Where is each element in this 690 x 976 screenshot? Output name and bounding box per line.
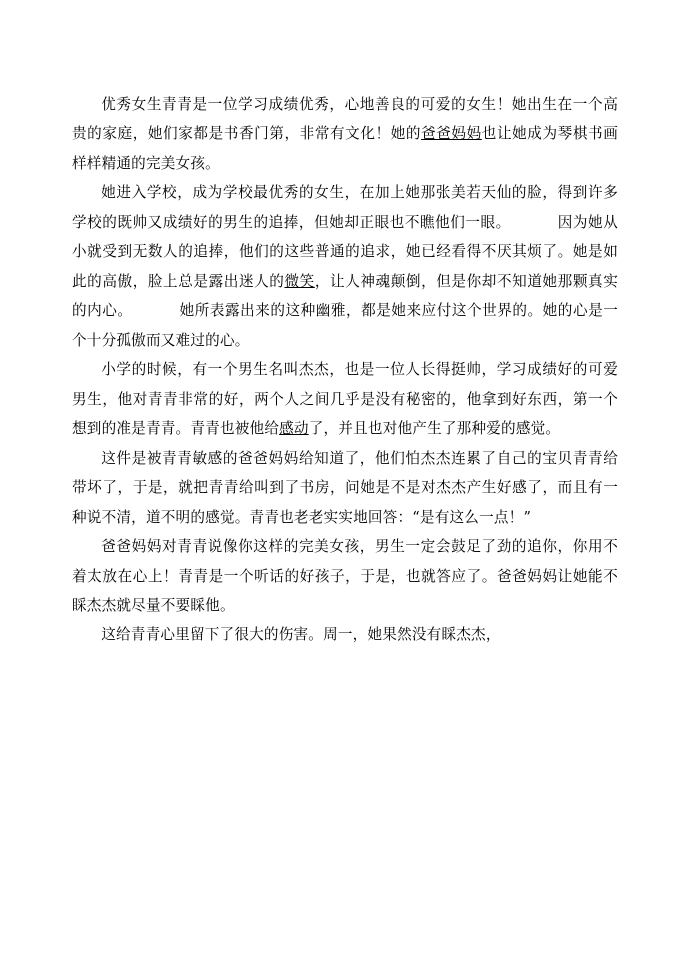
text-run: 她所表露出来的这种幽雅，都是她来应付这个世界的。她的心是一个十分孤傲而又难过的心。 [72, 302, 618, 349]
paragraph [72, 178, 618, 355]
paragraph [72, 355, 618, 443]
text-run: 这给青青心里留下了很大的伤害。周一，她果然没有睬杰杰， [101, 626, 501, 644]
paragraph [72, 532, 618, 620]
underlined-text: 爸爸妈妈 [421, 125, 482, 143]
underlined-text: 感动 [279, 420, 309, 438]
paragraph [72, 90, 618, 178]
text-run: 也让她成为琴棋书画样样精通的完美女孩。 [72, 125, 618, 172]
paragraph [72, 620, 618, 649]
text-run: 小学的时候，有一个男生名叫杰杰，也是一位人长得挺帅，学习成绩好的可爱男生，他对青青非常的好，两个人之间几乎是没有秘密的，他拿到好东西，第一个想到的准是青青。青青也被他给 [72, 361, 618, 438]
text-run: 爸爸妈妈对青青说像你这样的完美女孩，男生一定会鼓足了劲的追你，你用不着太放在心上！青青是一个听话的好孩子，于是，也就答应了。爸爸妈妈让她能不睬杰杰就尽量不要睬他。 [72, 538, 618, 614]
text-run: 了，并且也对他产生了那种爱的感觉。 [308, 420, 561, 438]
text-run: 她进入学校，成为学校最优秀的女生，在加上她那张美若天仙的脸，得到许多学校的既帅又成绩好的男生的追捧，但她却正眼也不瞧他们一眼。 [72, 184, 618, 231]
text-run: ，让人神魂颠倒，但是你却不知道她那颗真实的内心。 [72, 272, 618, 320]
text-run: 这件是被青青敏感的爸爸妈妈给知道了，他们怕杰杰连累了自己的宝贝青青给带坏了，于是，就把青青给叫到了书房，问她是不是对杰杰产生好感了，而且有一种说不清，道不明的感觉。青青也老老实实地回答：“是有这么一点！” [72, 449, 618, 526]
underlined-text: 微笑 [284, 272, 315, 290]
text-run: 优秀女生青青是一位学习成绩优秀，心地善良的可爱的女生！她出生在一个高贵的家庭，她们家都是书香门第，非常有文化！她的 [72, 96, 618, 143]
document-body [72, 90, 618, 650]
text-run: 因为她从小就受到无数人的追捧，他们的这些普通的追求，她已经看得不厌其烦了。她是如此的高傲，脸上总是露出迷人的 [72, 213, 618, 290]
paragraph [72, 444, 618, 532]
